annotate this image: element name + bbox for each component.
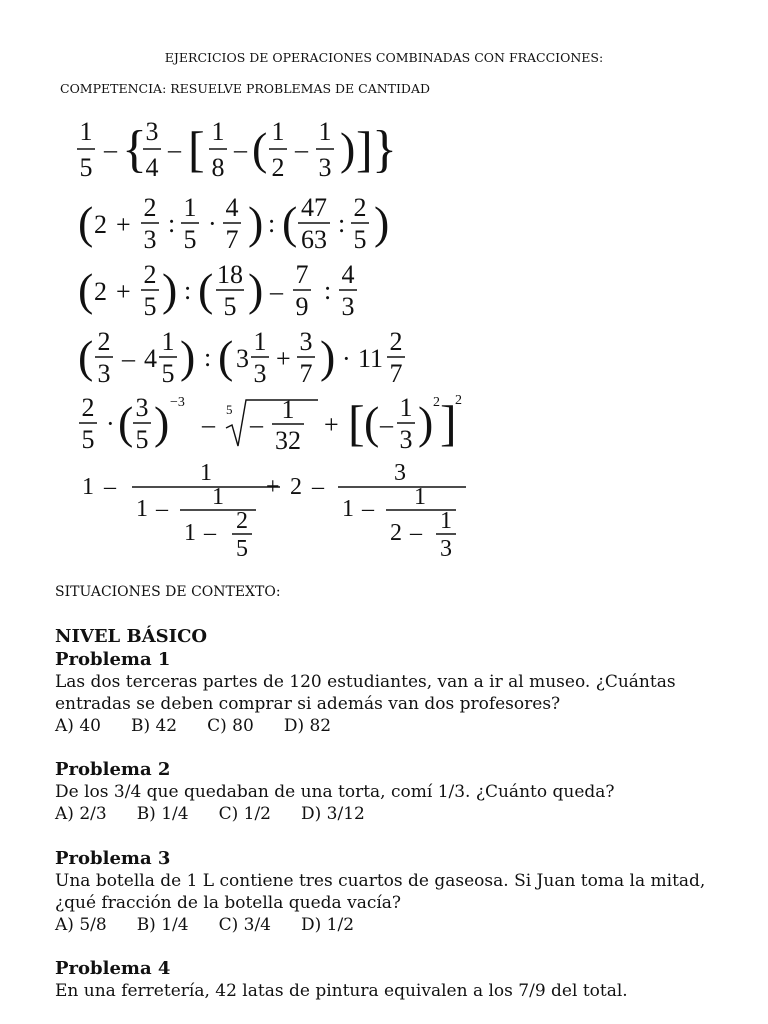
option-c: C) 80	[207, 716, 254, 736]
svg-text:5: 5	[161, 359, 175, 388]
svg-text:5: 5	[81, 425, 95, 454]
svg-text:5: 5	[353, 225, 367, 254]
problem-1	[55, 649, 735, 737]
svg-text:1: 1	[253, 327, 267, 356]
svg-text:1: 1	[440, 508, 452, 534]
svg-text:3: 3	[97, 359, 111, 388]
svg-text:5: 5	[143, 292, 157, 321]
svg-text:): )	[248, 264, 264, 315]
problem-options	[55, 803, 735, 825]
svg-text:): )	[418, 397, 434, 448]
svg-text:–: –	[202, 410, 215, 439]
svg-text:(: (	[78, 264, 94, 315]
svg-text:1: 1	[281, 395, 295, 424]
svg-text:63: 63	[301, 225, 327, 254]
option-c: C) 3/4	[218, 915, 271, 935]
svg-text:·: ·	[106, 409, 115, 438]
svg-text:5: 5	[226, 402, 233, 417]
svg-text:3: 3	[341, 292, 355, 321]
svg-text:1: 1	[211, 117, 225, 146]
e1-num-a: 1	[79, 117, 93, 146]
svg-text:2: 2	[81, 393, 95, 422]
competencia-label: COMPETENCIA: RESUELVE PROBLEMAS DE CANTIDAD	[60, 81, 431, 96]
svg-text:2: 2	[390, 520, 402, 546]
svg-text:·: ·	[342, 344, 351, 373]
svg-text:): )	[248, 197, 264, 248]
document-title: EJERCICIOS DE OPERACIONES COMBINADAS CON FRACCIONES:	[164, 50, 604, 65]
svg-text:(: (	[78, 331, 94, 382]
svg-text:–: –	[122, 344, 135, 373]
svg-text:–: –	[410, 520, 422, 546]
problem-text: Las dos terceras partes de 120 estudiantes, van a ir al museo. ¿Cuántas entradas se deben comprar si además van dos profesores?	[55, 672, 676, 714]
svg-text:2: 2	[290, 474, 302, 500]
svg-text:): )	[154, 397, 170, 448]
svg-text:3: 3	[299, 327, 313, 356]
svg-text:7: 7	[389, 359, 403, 388]
exercise-2	[78, 193, 420, 256]
svg-text:+: +	[116, 277, 131, 306]
svg-text:–: –	[234, 135, 247, 164]
svg-text:–: –	[270, 277, 283, 306]
problem-options	[55, 914, 735, 936]
option-d: D) 82	[283, 716, 332, 736]
svg-text:2: 2	[353, 193, 367, 222]
svg-text:32: 32	[275, 426, 301, 455]
svg-text:–: –	[168, 135, 181, 164]
svg-text:1: 1	[271, 117, 285, 146]
svg-text:3: 3	[318, 153, 332, 182]
svg-text::: :	[168, 209, 176, 238]
svg-text:(: (	[78, 197, 94, 248]
option-a: A) 40	[55, 716, 101, 736]
svg-text:2: 2	[433, 395, 440, 410]
svg-text:–: –	[250, 410, 263, 439]
svg-text:4: 4	[225, 193, 239, 222]
svg-text:–: –	[380, 410, 393, 439]
svg-text:–: –	[362, 496, 374, 522]
svg-text:}: }	[372, 121, 397, 178]
svg-text:–: –	[295, 135, 308, 164]
svg-text:3: 3	[394, 460, 406, 486]
svg-text:–: –	[312, 474, 324, 500]
option-c: C) 1/2	[218, 804, 271, 824]
problem-options	[55, 715, 735, 737]
svg-text:2: 2	[389, 327, 403, 356]
svg-text:): )	[374, 197, 390, 248]
option-d: D) 1/2	[300, 915, 355, 935]
option-d: D) 3/12	[300, 804, 365, 824]
svg-text::: :	[184, 276, 192, 305]
svg-text:4: 4	[341, 260, 355, 289]
svg-text:1: 1	[342, 496, 354, 522]
svg-text:3: 3	[399, 425, 413, 454]
svg-text:2: 2	[271, 153, 285, 182]
svg-text:3: 3	[143, 225, 157, 254]
option-b: B) 1/4	[136, 804, 189, 824]
svg-text:+: +	[276, 344, 291, 373]
problem-text: En una ferretería, 42 latas de pintura equivalen a los 7/9 del total.	[55, 981, 628, 1001]
svg-text::: :	[324, 276, 332, 305]
problem-text: Una botella de 1 L contiene tres cuartos de gaseosa. Si Juan toma la mitad, ¿qué fracción de la botella queda vacía?	[55, 871, 706, 913]
svg-text:–: –	[204, 520, 216, 546]
problem-title: Problema 4	[55, 958, 171, 979]
svg-text:18: 18	[217, 260, 243, 289]
svg-text:+: +	[116, 210, 131, 239]
svg-text:(: (	[218, 331, 234, 382]
svg-text:5: 5	[236, 536, 248, 562]
problem-title: Problema 3	[55, 848, 171, 869]
svg-text:9: 9	[295, 292, 309, 321]
svg-text:(: (	[118, 397, 134, 448]
svg-text:7: 7	[299, 359, 313, 388]
svg-text:+: +	[266, 474, 280, 500]
svg-text::: :	[268, 209, 276, 238]
option-b: B) 42	[130, 716, 178, 736]
option-a: A) 5/8	[55, 915, 107, 935]
svg-text:7: 7	[225, 225, 239, 254]
option-b: B) 1/4	[136, 915, 189, 935]
svg-text:4: 4	[145, 153, 159, 182]
svg-text:1: 1	[82, 474, 94, 500]
e1-den-b: 5	[79, 153, 93, 182]
svg-text:8: 8	[211, 153, 225, 182]
svg-text:4: 4	[144, 344, 157, 373]
svg-text:5: 5	[223, 292, 237, 321]
svg-text:1: 1	[184, 520, 196, 546]
exercise-4	[78, 327, 440, 390]
situaciones-heading: SITUACIONES DE CONTEXTO:	[55, 584, 281, 600]
svg-text::: :	[338, 209, 346, 238]
problem-3	[55, 848, 735, 936]
svg-text:1: 1	[399, 393, 413, 422]
e1-bracket-open: [	[188, 121, 205, 177]
svg-text:–: –	[104, 135, 117, 164]
svg-text::: :	[204, 343, 212, 372]
svg-text:3: 3	[253, 359, 267, 388]
svg-text:): )	[320, 331, 336, 382]
problem-title: Problema 2	[55, 759, 171, 780]
svg-text:1: 1	[212, 484, 224, 510]
svg-text:): )	[340, 123, 356, 174]
problem-title: Problema 1	[55, 649, 171, 670]
svg-text:3: 3	[236, 344, 249, 373]
svg-text:3: 3	[135, 393, 149, 422]
svg-text:(: (	[364, 397, 380, 448]
svg-text:·: ·	[208, 209, 217, 238]
svg-text:2: 2	[94, 277, 107, 306]
svg-text:[: [	[348, 395, 365, 451]
svg-text:11: 11	[358, 344, 384, 373]
svg-text:5: 5	[135, 425, 149, 454]
svg-text:2: 2	[97, 327, 111, 356]
svg-text:(: (	[198, 264, 214, 315]
svg-text:2: 2	[236, 508, 248, 534]
exercise-6	[80, 460, 480, 562]
svg-text:1: 1	[414, 484, 426, 510]
svg-text:7: 7	[295, 260, 309, 289]
nivel-heading: NIVEL BÁSICO	[55, 626, 208, 647]
svg-text:2: 2	[455, 393, 462, 408]
svg-text:): )	[162, 264, 178, 315]
svg-text:2: 2	[94, 210, 107, 239]
svg-text:(: (	[252, 123, 268, 174]
svg-text:1: 1	[200, 460, 212, 486]
problem-2	[55, 759, 735, 825]
svg-text:1: 1	[136, 496, 148, 522]
svg-text:]: ]	[440, 395, 457, 451]
svg-text:): )	[180, 331, 196, 382]
svg-text:5: 5	[183, 225, 197, 254]
svg-text:2: 2	[143, 260, 157, 289]
svg-text:1: 1	[161, 327, 175, 356]
svg-text:(: (	[282, 197, 298, 248]
svg-text:–: –	[104, 474, 116, 500]
svg-text:–: –	[156, 496, 168, 522]
exercise-1	[80, 118, 420, 184]
problem-text: De los 3/4 que quedaban de una torta, comí 1/3. ¿Cuánto queda?	[55, 782, 615, 802]
exercise-5	[80, 394, 460, 454]
svg-text:2: 2	[143, 193, 157, 222]
svg-text:1: 1	[318, 117, 332, 146]
svg-text:1: 1	[183, 193, 197, 222]
svg-text:47: 47	[301, 193, 327, 222]
problem-4	[55, 958, 735, 1002]
svg-text:−3: −3	[170, 395, 185, 410]
e1-brace-open: {	[122, 121, 147, 178]
svg-text:+: +	[324, 410, 339, 439]
svg-text:3: 3	[145, 117, 159, 146]
exercise-3	[78, 260, 400, 323]
svg-text:3: 3	[440, 536, 452, 562]
svg-text:]: ]	[356, 121, 373, 177]
option-a: A) 2/3	[55, 804, 107, 824]
